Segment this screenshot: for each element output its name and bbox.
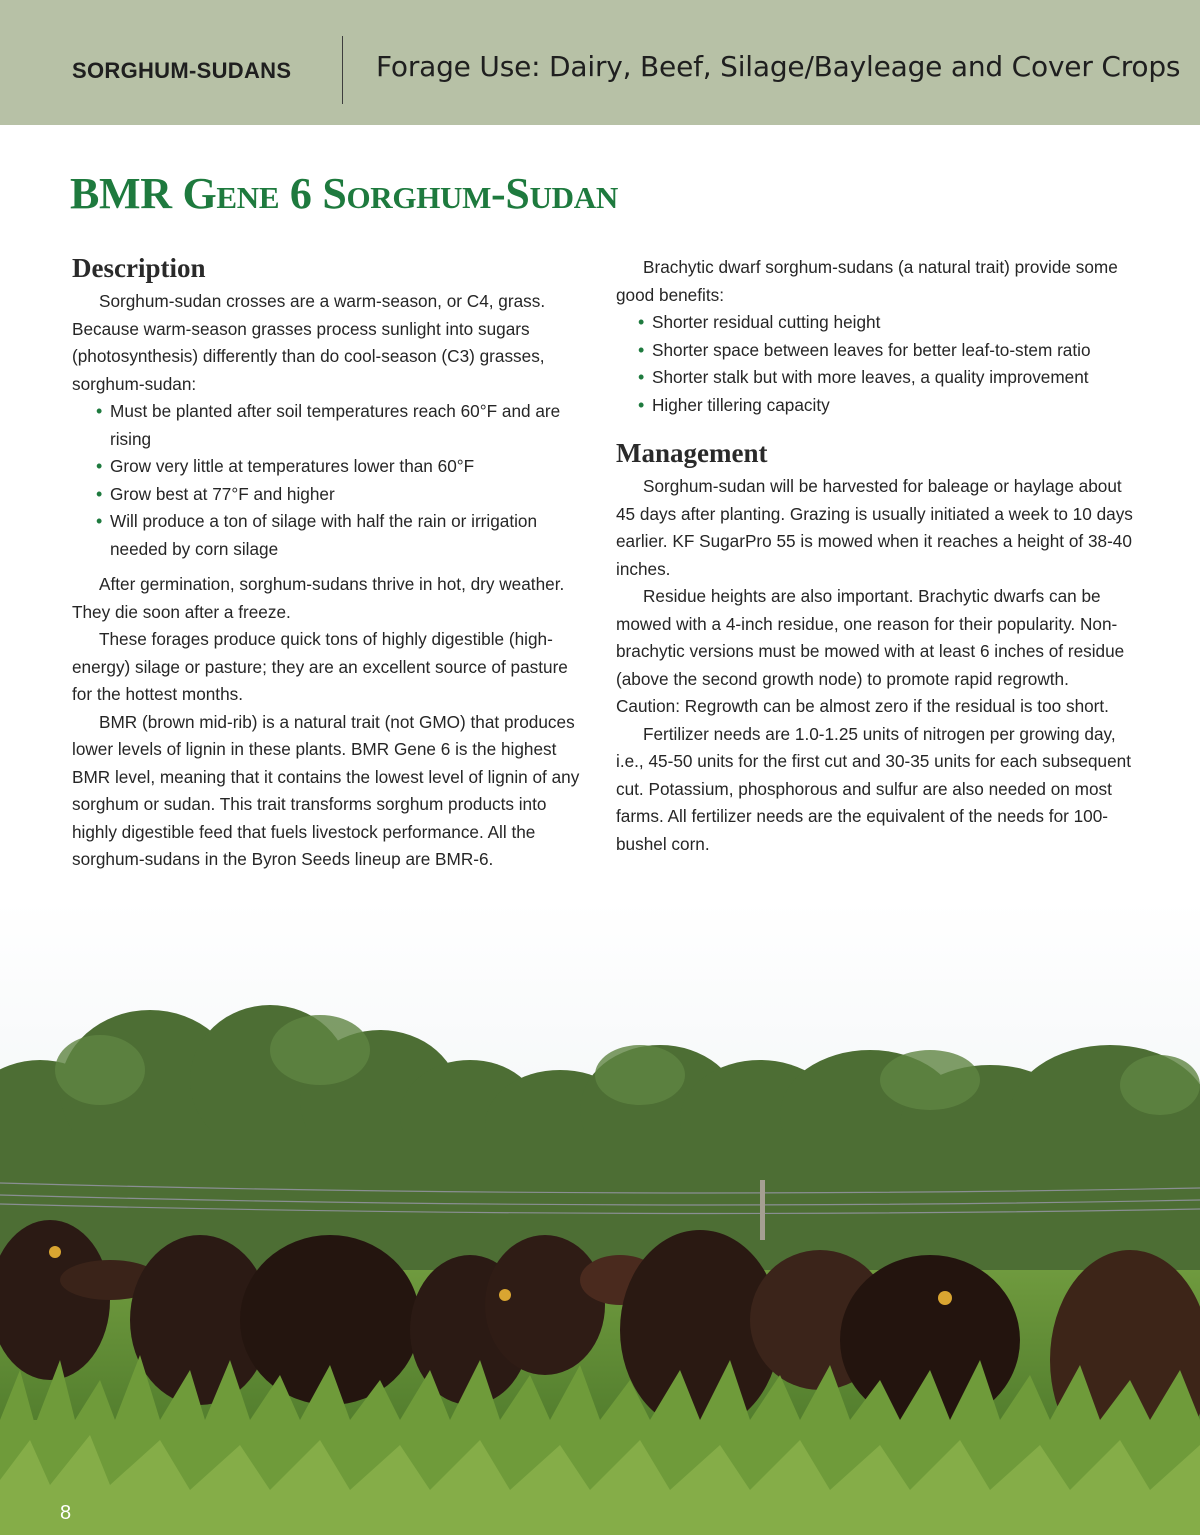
description-paragraph: These forages produce quick tons of highly digestible (high-energy) silage or pasture; they are an excellent source of pasture for the hottest months. [72,629,568,704]
page-title: BMR Gene 6 Sorghum-Sudan [70,169,618,218]
description-heading: Description [72,253,206,283]
list-item: • Shorter residual cutting height [638,309,1136,337]
header-divider [342,36,343,104]
list-item: • Grow very little at temperatures lower than 60°F [96,453,582,481]
right-column [616,254,1136,858]
list-item: • Will produce a ton of silage with half the rain or irrigation needed by corn silage [96,508,582,563]
header-band [0,0,1200,125]
list-item: • Shorter stalk but with more leaves, a quality improvement [638,364,1136,392]
page-number: 8 [60,1502,72,1524]
left-column [72,250,582,874]
brachytic-intro: Brachytic dwarf sorghum-sudans (a natural trait) provide some good benefits: [616,257,1118,305]
section-label: SORGHUM-SUDANS [72,58,292,83]
list-item: • Higher tillering capacity [638,392,1136,420]
cattle-field-photo [0,900,1200,1535]
header-title: Forage Use: Dairy, Beef, Silage/Bayleage and Cover Crops [376,50,1181,83]
management-paragraph: Residue heights are also important. Brachytic dwarfs can be mowed with a 4-inch residue, one reason for their popularity. Non-brachytic versions must be mowed with at least 6 inches of residue (above the second growth node) to promote rapid regrowth. Caution: Regrowth can be almost zero if the residual is too short. [616,586,1125,716]
description-paragraph: After germination, sorghum-sudans thrive in hot, dry weather. They die soon after a freeze. [72,574,565,622]
brachytic-bullets [616,309,1136,419]
management-heading: Management [616,438,768,468]
list-item: • Must be planted after soil temperatures reach 60°F and are rising [96,398,582,453]
description-intro: Sorghum-sudan crosses are a warm-season, or C4, grass. Because warm-season grasses process sunlight into sugars (photosynthesis) differently than do cool-season (C3) grasses, sorghum-sudan: [72,291,546,394]
description-bullets [72,398,582,563]
management-paragraph: Fertilizer needs are 1.0-1.25 units of nitrogen per growing day, i.e., 45-50 units for the first cut and 30-35 units for each subsequent cut. Potassium, phosphorous and sulfur are also needed on most farms. All fertilizer needs are the equivalent of the needs for 100-bushel corn. [616,723,1131,854]
list-item: • Shorter space between leaves for better leaf-to-stem ratio [638,337,1136,365]
description-paragraph: BMR (brown mid-rib) is a natural trait (not GMO) that produces lower levels of lignin in these plants. BMR Gene 6 is the highest BMR level, meaning that it contains the lowest level of lignin of any sorghum or sudan. This trait transforms sorghum products into highly digestible feed that fuels livestock performance. All the sorghum-sudans in the Byron Seeds lineup are BMR-6. [72,711,580,869]
management-paragraph: Sorghum-sudan will be harvested for baleage or haylage about 45 days after planting. Grazing is usually initiated a week to 10 days earlier. KF SugarPro 55 is mowed when it reaches a height of 38-40 inches. [616,476,1133,579]
list-item: • Grow best at 77°F and higher [96,481,582,509]
